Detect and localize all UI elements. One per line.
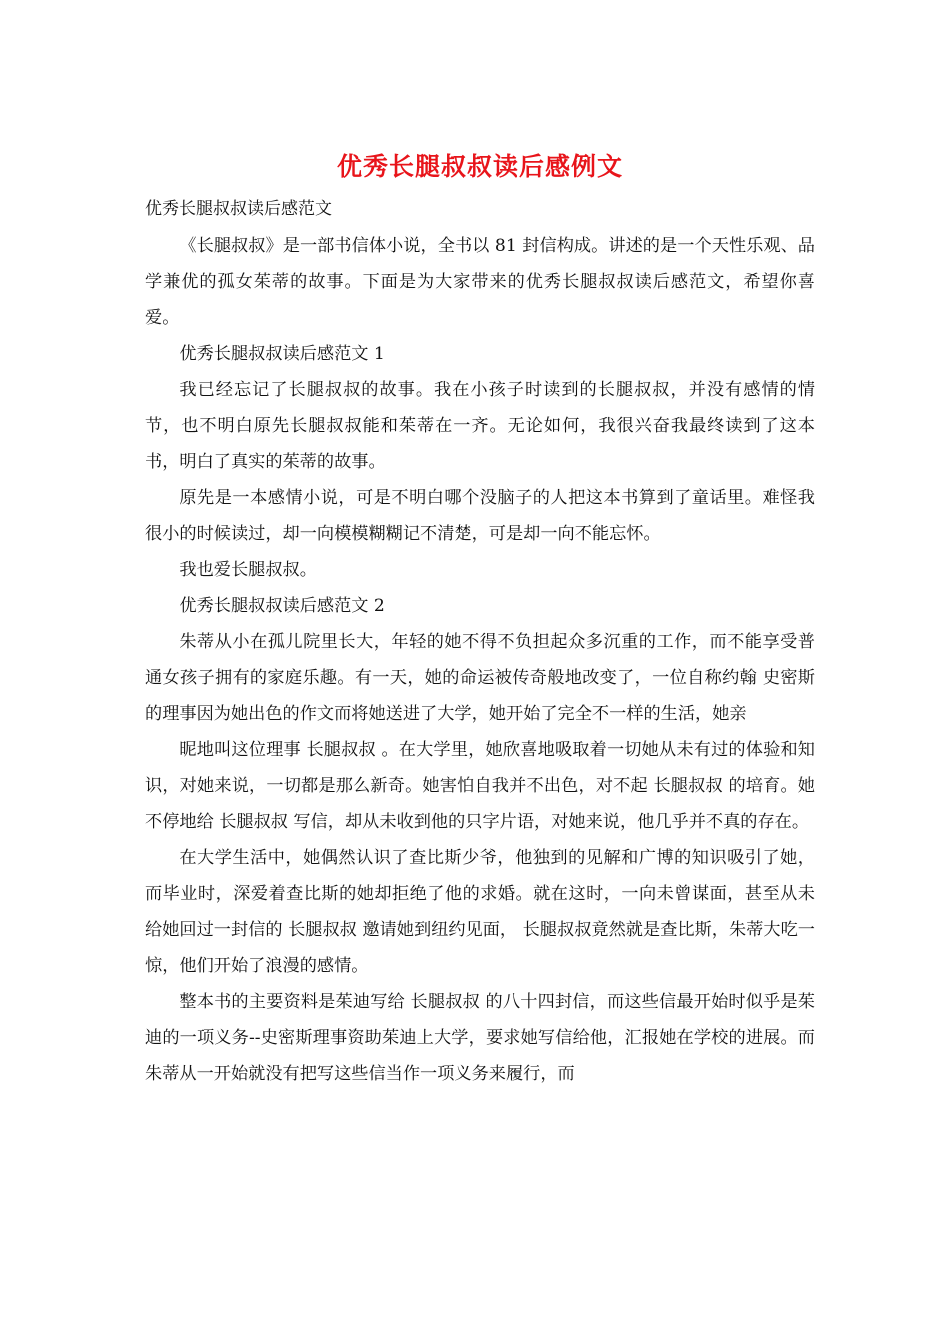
paragraph-intro: 《长腿叔叔》是一部书信体小说，全书以 81 封信构成。讲述的是一个天性乐观、品学兼优的孤女茱蒂的故事。下面是为大家带来的优秀长腿叔叔读后感范文，希望你喜爱。 [145,236,815,328]
paragraph: 原先是一本感情小说，可是不明白哪个没脑子的人把这本书算到了童话里。难怪我很小的时候读过，却一向模模糊糊记不清楚，可是却一向不能忘怀。 [145,488,815,544]
document-title: 优秀长腿叔叔读后感例文 [336,152,623,181]
section-heading-1: 优秀长腿叔叔读后感范文 1 [179,344,385,364]
paragraph: 在大学生活中，她偶然认识了查比斯少爷，他独到的见解和广博的知识吸引了她，而毕业时，深爱着查比斯的她却拒绝了他的求婚。就在这时，一向未曾谋面，甚至从未给她回过一封信的 长腿叔叔 邀请她到纽约见面， 长腿叔叔竟然就是查比斯，朱蒂大吃一惊，他们开始了浪漫的感情。 [145,848,815,976]
section-heading-2: 优秀长腿叔叔读后感范文 2 [179,596,385,616]
paragraph: 昵地叫这位理事 长腿叔叔 。在大学里，她欣喜地吸取着一切她从未有过的体验和知识，对她来说，一切都是那么新奇。她害怕自我并不出色，对不起 长腿叔叔 的培育。她不停地给 长腿叔叔 写信，却从未收到他的只字片语，对她来说，他几乎并不真的存在。 [145,740,815,832]
paragraph: 朱蒂从小在孤儿院里长大，年轻的她不得不负担起众多沉重的工作，而不能享受普通女孩子拥有的家庭乐趣。有一天，她的命运被传奇般地改变了，一位自称约翰 史密斯的理事因为她出色的作文而将她送进了大学，她开始了完全不一样的生活，她亲 [145,632,815,724]
document-page [145,150,815,1092]
paragraph: 我已经忘记了长腿叔叔的故事。我在小孩子时读到的长腿叔叔，并没有感情的情节，也不明白原先长腿叔叔能和茱蒂在一齐。无论如何，我很兴奋我最终读到了这本书，明白了真实的茱蒂的故事。 [145,380,815,472]
document-subtitle: 优秀长腿叔叔读后感范文 [145,199,332,219]
paragraph: 我也爱长腿叔叔。 [179,560,317,580]
paragraph: 整本书的主要资料是茱迪写给 长腿叔叔 的八十四封信，而这些信最开始时似乎是茱迪的一项义务--史密斯理事资助茱迪上大学，要求她写信给他，汇报她在学校的进展。而朱蒂从一开始就没有把写这些信当作一项义务来履行，而 [145,992,815,1084]
